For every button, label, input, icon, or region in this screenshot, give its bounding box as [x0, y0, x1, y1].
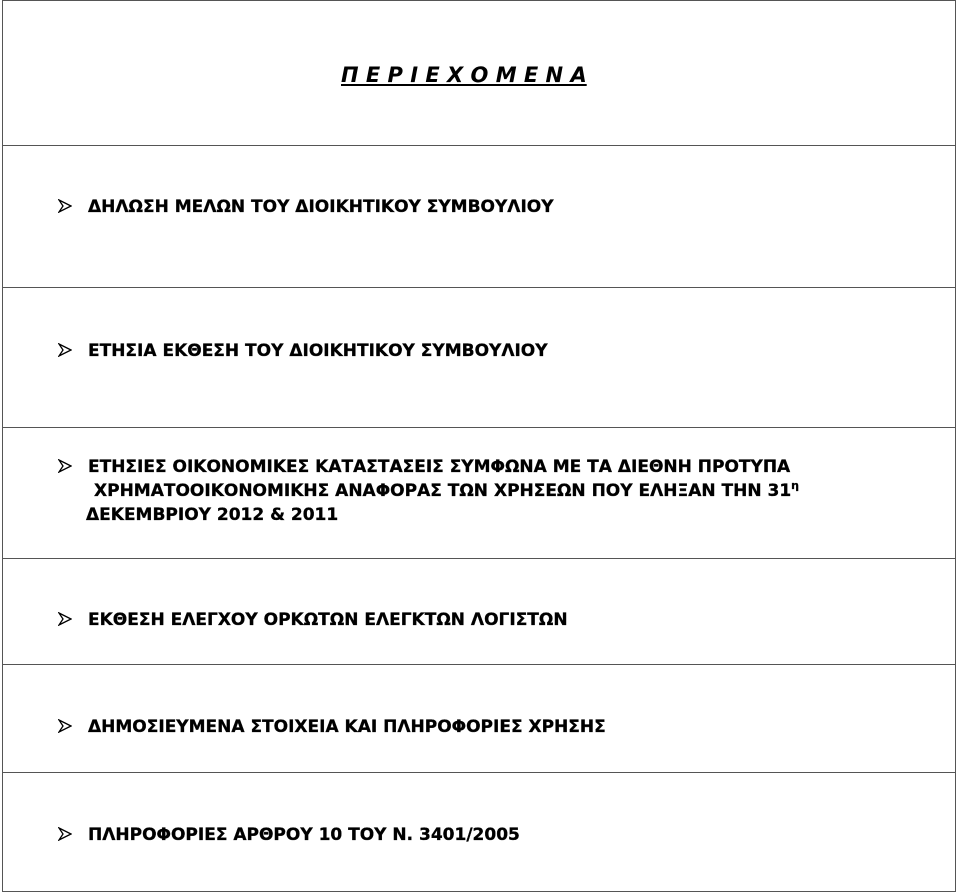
toc-item-line: ΔΕΚΕΜΒΡΙΟΥ 2012 & 2011: [86, 505, 339, 525]
toc-item: [58, 339, 548, 363]
toc-row: [3, 773, 955, 891]
arrowhead-bullet-icon: [58, 343, 72, 357]
toc-row: [3, 288, 955, 428]
toc-row: [3, 665, 955, 773]
toc-item: [58, 608, 568, 632]
toc-item-label: [88, 455, 799, 527]
page-title: Π Ε Ρ Ι Ε Χ Ο Μ Ε Ν Α: [341, 63, 587, 87]
toc-item: [58, 195, 554, 219]
toc-item-label: ΔΗΛΩΣΗ ΜΕΛΩΝ ΤΟΥ ΔΙΟΙΚΗΤΙΚΟΥ ΣΥΜΒΟΥΛΙΟΥ: [88, 197, 554, 217]
arrowhead-bullet-icon: [58, 612, 72, 626]
arrowhead-bullet-icon: [58, 199, 72, 213]
toc-item: [58, 823, 520, 847]
arrowhead-bullet-icon: [58, 719, 72, 733]
toc-item-label: ΕΤΗΣΙΑ ΕΚΘΕΣΗ ΤΟΥ ΔΙΟΙΚΗΤΙΚΟΥ ΣΥΜΒΟΥΛΙΟΥ: [88, 341, 548, 361]
toc-item-line-text: ΧΡΗΜΑΤΟΟΙΚΟΝΟΜΙΚΗΣ ΑΝΑΦΟΡΑΣ ΤΩΝ ΧΡΗΣΕΩΝ ΠΟΥ ΕΛΗΞΑΝ ΤΗΝ 31: [94, 481, 792, 501]
toc-item-label: ΠΛΗΡΟΦΟΡΙΕΣ ΑΡΘΡΟΥ 10 ΤΟΥ Ν. 3401/2005: [88, 825, 520, 845]
toc-item-line: ΕΤΗΣΙΕΣ ΟΙΚΟΝΟΜΙΚΕΣ ΚΑΤΑΣΤΑΣΕΙΣ ΣΥΜΦΩΝΑ ΜΕ ΤΑ ΔΙΕΘΝΗ ΠΡΟΤΥΠΑ: [88, 457, 791, 477]
toc-item: [58, 715, 606, 739]
ordinal-superscript: η: [791, 479, 799, 492]
toc-row: [3, 428, 955, 559]
toc-item: [58, 455, 799, 527]
title-row: [3, 1, 955, 146]
toc-row: [3, 146, 955, 288]
arrowhead-bullet-icon: [58, 459, 72, 473]
toc-row: [3, 559, 955, 665]
arrowhead-bullet-icon: [58, 827, 72, 841]
toc-item-label: ΔΗΜΟΣΙΕΥΜΕΝΑ ΣΤΟΙΧΕΙΑ ΚΑΙ ΠΛΗΡΟΦΟΡΙΕΣ ΧΡΗΣΗΣ: [88, 717, 606, 737]
contents-table: [2, 0, 956, 892]
toc-item-label: ΕΚΘΕΣΗ ΕΛΕΓΧΟΥ ΟΡΚΩΤΩΝ ΕΛΕΓΚΤΩΝ ΛΟΓΙΣΤΩΝ: [88, 610, 568, 630]
toc-item-line: [94, 479, 799, 503]
